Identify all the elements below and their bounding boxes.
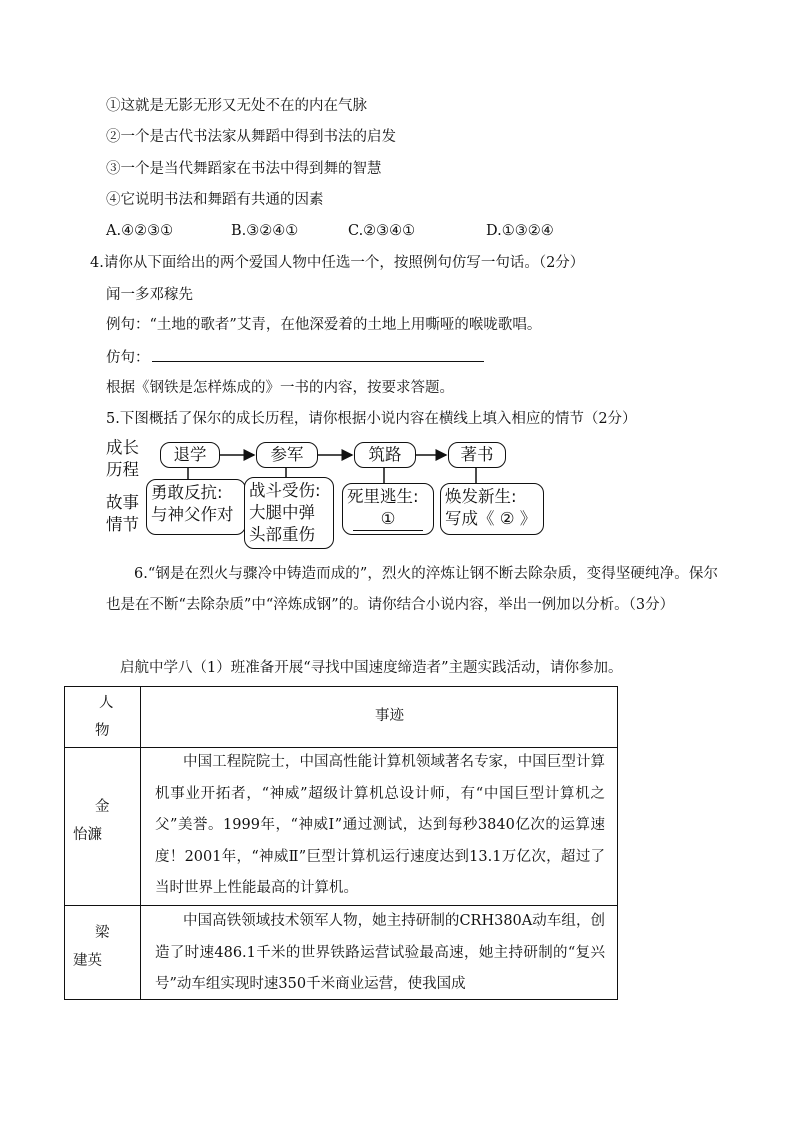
row-label-growth-1: 成长 [106,438,139,457]
plot-4-line-1: 焕发新生: [445,487,517,506]
row-2-deeds [155,906,605,1001]
q6-text [106,559,718,621]
row-label-growth-2: 历程 [106,460,139,479]
q3-option-d[interactable]: D.①③②④ [486,223,554,239]
row-1-deeds-text: 中国工程院院士，中国高性能计算机领域著名专家，中国巨型计算机事业开拓者，“神威”超级计算机总设计师，有“中国巨型计算机之父”美誉。1999年，“神威Ⅰ”通过测试，达到每秒3840亿次的运算速度！2001年，“神威Ⅱ”巨型计算机运行速度达到13.1万亿次，超过了当时世界上性能最高的计算机。 [155,754,605,896]
row-label-growth [106,437,139,481]
growth-diagram [106,437,566,557]
plot-box-2 [244,477,334,549]
header-person-1: 人 [99,695,114,711]
q3-item-3: ③一个是当代舞蹈家在书法中得到舞的智慧 [106,161,382,177]
plot-box-3 [342,483,434,535]
q4-imitate-row [106,347,484,368]
plot-box-4 [440,483,544,535]
plot-3-line-1: 死里逃生: [347,487,419,506]
deeds-table [64,686,618,1000]
q3-item-2: ②一个是古代书法家从舞蹈中得到书法的启发 [106,129,396,145]
row-label-plot-1: 故事 [106,493,139,512]
row-1-deeds [155,747,605,905]
q6-text-body: 6.“钢是在烈火与骤冷中铸造而成的”，烈火的淬炼让钢不断去除杂质，变得坚硬纯净。保尔也是在不断“去除杂质”中“淬炼成钢”的。请你结合小说内容，举出一例加以分析。（3分） [106,566,718,613]
row-1-name-1: 金 [95,799,110,815]
header-person-2: 物 [95,723,110,739]
row-2-name [65,919,140,975]
plot-3-answer-blank[interactable]: ① [353,508,423,531]
row-label-plot-2: 情节 [106,515,139,534]
header-deeds: 事迹 [375,708,404,724]
q3-options [106,221,666,241]
plot-2-line-2: 大腿中弹 [249,503,315,522]
q4-example: 例句：“土地的歌者”艾青，在他深爱着的土地上用嘶哑的喉咙歌唱。 [106,317,542,333]
plot-2-line-1: 战斗受伤: [249,481,321,500]
row-2-name-2: 建英 [73,953,102,969]
q3-option-a[interactable]: A.④②③① [106,223,174,239]
table-col-divider [140,687,141,999]
row-label-plot [106,492,139,536]
q4-answer-line[interactable] [152,347,484,362]
row-1-name [65,793,140,849]
q4-names: 闻一多邓稼先 [106,287,193,303]
stage-1: 退学 [160,442,220,468]
q3-option-c[interactable]: C.②③④① [348,223,416,239]
plot-4-line-2[interactable]: 写成《 ② 》 [445,509,537,528]
stage-4: 著书 [448,442,506,468]
q4-imitate-label: 仿句： [106,350,150,366]
header-person [65,689,140,745]
book-intro: 根据《钢铁是怎样炼成的》一书的内容，按要求答题。 [106,380,454,396]
q4-prompt: 4.请你从下面给出的两个爱国人物中任选一个，按照例句仿写一句话。（2分） [90,255,585,271]
row-2-deeds-text: 中国高铁领域技术领军人物，她主持研制的CRH380A动车组，创造了时速486.1千米的世界铁路运营试验最高速，她主持研制的“复兴号”动车组实现时速350千米商业运营，使我国成 [155,913,605,992]
row-1-name-2: 怡濂 [73,827,102,843]
plot-box-1 [146,479,246,535]
plot-2-line-3: 头部重伤 [249,525,315,544]
row-2-name-1: 梁 [95,925,110,941]
q3-item-4: ④它说明书法和舞蹈有共通的因素 [106,192,324,208]
activity-intro: 启航中学八（1）班准备开展“寻找中国速度缔造者”主题实践活动，请你参加。 [120,660,623,676]
q5-prompt: 5.下图概括了保尔的成长历程，请你根据小说内容在横线上填入相应的情节（2分） [106,411,637,427]
q3-item-1: ①这就是无影无形又无处不在的内在气脉 [106,98,367,114]
plot-1-line-2: 与神父作对 [151,505,234,524]
plot-1-line-1: 勇敢反抗: [151,483,223,502]
stage-3: 筑路 [354,442,416,468]
stage-2: 参军 [256,442,318,468]
q3-option-b[interactable]: B.③②④① [231,223,299,239]
